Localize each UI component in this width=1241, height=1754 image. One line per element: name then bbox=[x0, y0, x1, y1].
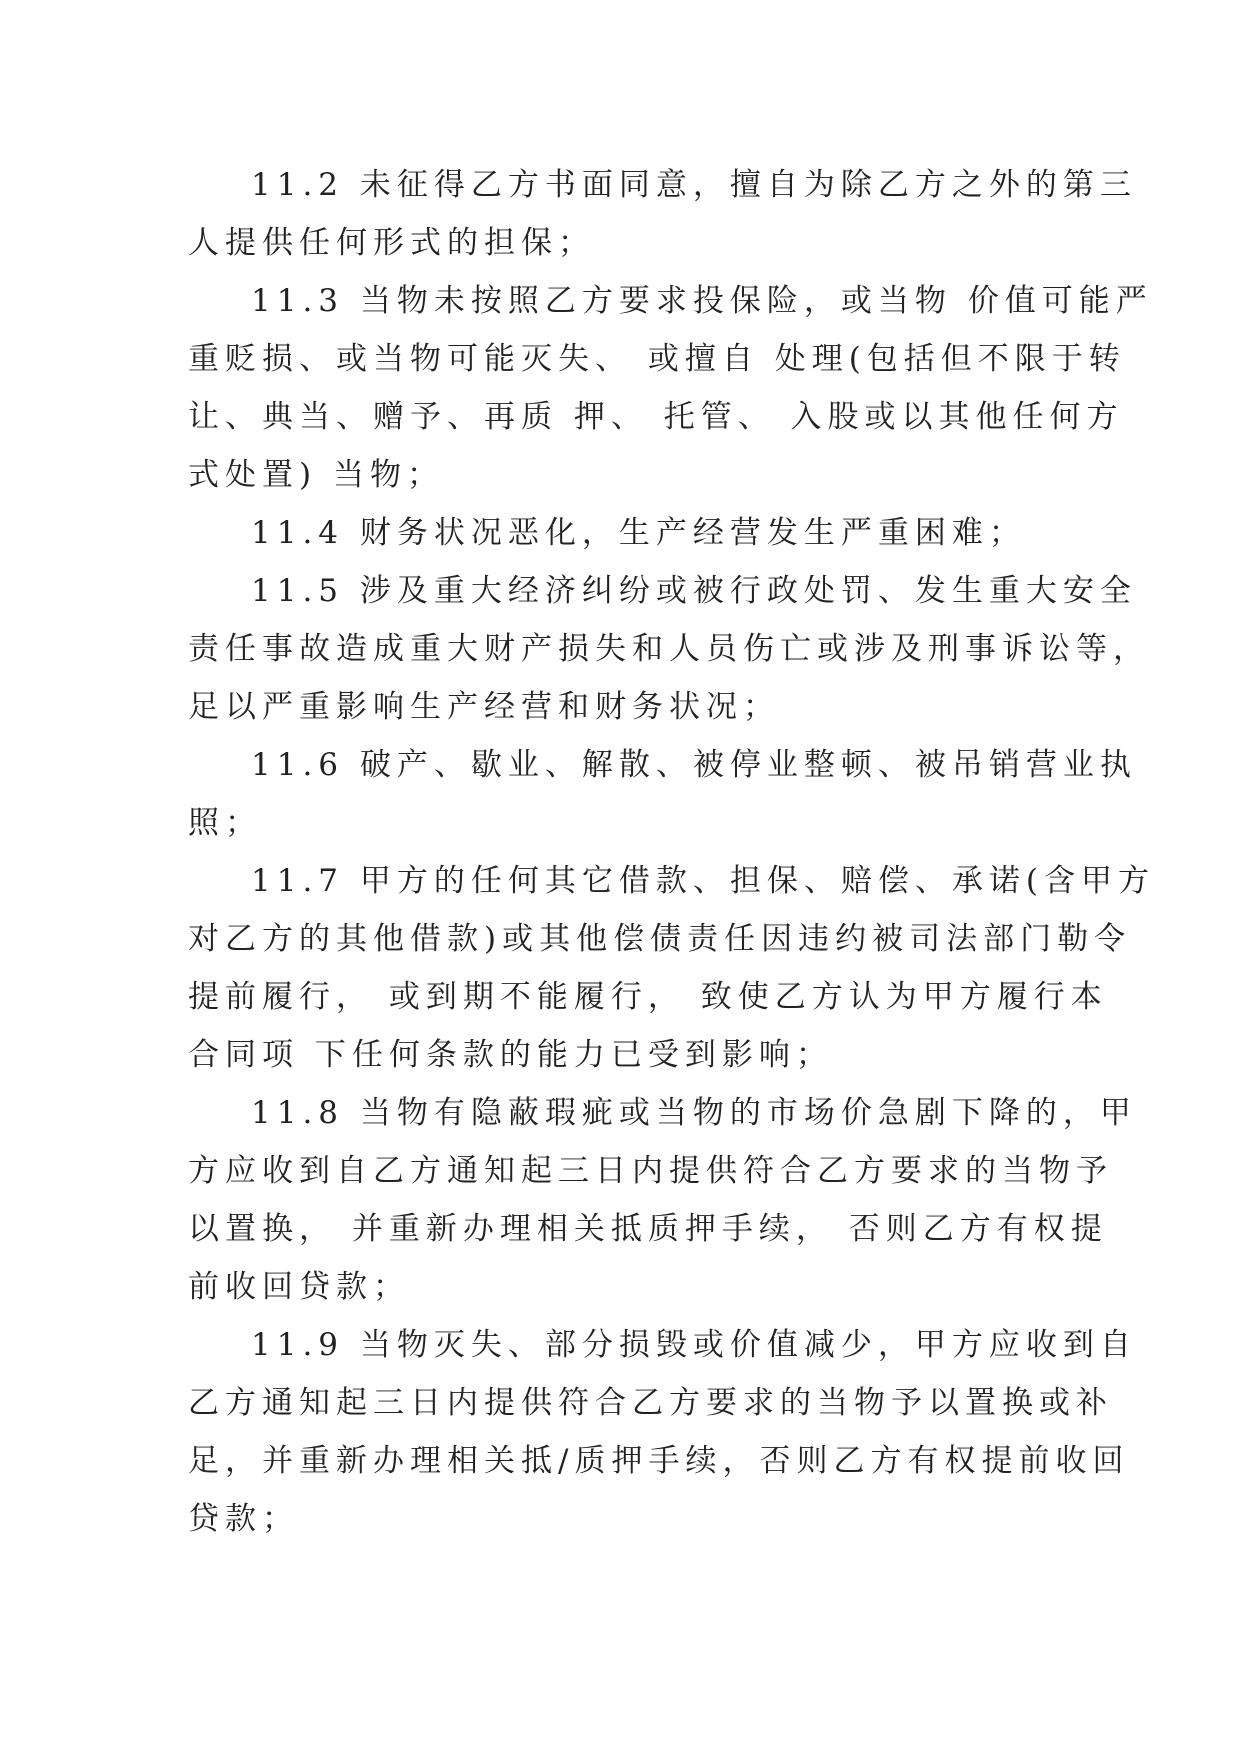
clause-line: 11.4 财务状况恶化，生产经营发生严重困难； bbox=[251, 515, 1026, 551]
clause-line: 11.9 当物灭失、部分损毁或价值减少，甲方应收到自 bbox=[251, 1327, 1137, 1363]
clause-paragraph bbox=[188, 504, 1068, 562]
clause-line: 人提供任何形式的担保； bbox=[188, 225, 595, 261]
clause-paragraph bbox=[188, 1084, 1137, 1316]
clause-line: 11.3 当物未按照乙方要求投保险，或当物 价值可能严 bbox=[251, 283, 1153, 319]
clause-line: 让、典当、赠予、再质 押、 托管、 入股或以其他任何方 bbox=[188, 399, 1124, 435]
clause-line: 11.5 涉及重大经济纠纷或被行政处罚、发生重大安全 bbox=[251, 573, 1137, 609]
clause-line: 11.6 破产、歇业、解散、被停业整顿、被吊销营业执 bbox=[251, 747, 1137, 783]
clause-line: 责任事故造成重大财产损失和人员伤亡或涉及刑事诉讼等， bbox=[188, 631, 1150, 667]
clause-paragraph bbox=[188, 736, 1137, 852]
clause-line: 乙方通知起三日内提供符合乙方要求的当物予以置换或补 bbox=[188, 1385, 1113, 1421]
clause-line: 方应收到自乙方通知起三日内提供符合乙方要求的当物予 bbox=[188, 1153, 1113, 1189]
clause-line: 足以严重影响生产经营和财务状况； bbox=[188, 689, 780, 725]
clause-paragraph bbox=[188, 272, 1153, 504]
clause-line: 11.8 当物有隐蔽瑕疵或当物的市场价急剧下降的，甲 bbox=[251, 1095, 1137, 1131]
clause-line: 足，并重新办理相关抵/质押手续，否则乙方有权提前收回 bbox=[188, 1443, 1130, 1479]
clause-line: 提前履行， 或到期不能履行， 致使乙方认为甲方履行本 bbox=[188, 979, 1108, 1015]
clause-paragraph bbox=[188, 1316, 1137, 1548]
clause-line: 11.7 甲方的任何其它借款、担保、赔偿、承诺(含甲方 bbox=[251, 863, 1155, 899]
clause-paragraph bbox=[188, 562, 1150, 736]
clause-line: 前收回贷款； bbox=[188, 1269, 410, 1305]
clause-line: 重贬损、或当物可能灭失、 或擅自 处理(包括但不限于转 bbox=[188, 341, 1126, 377]
clause-line: 以置换， 并重新办理相关抵质押手续， 否则乙方有权提 bbox=[188, 1211, 1108, 1247]
clause-line: 11.2 未征得乙方书面同意，擅自为除乙方之外的第三 bbox=[251, 167, 1137, 203]
clause-paragraph bbox=[188, 156, 1137, 272]
clause-line: 贷款； bbox=[188, 1501, 299, 1537]
document-body bbox=[188, 156, 1155, 1548]
clause-line: 对乙方的其他借款)或其他偿债责任因违约被司法部门勒令 bbox=[188, 921, 1132, 957]
clause-line: 合同项 下任何条款的能力已受到影响； bbox=[188, 1037, 833, 1073]
clause-line: 照； bbox=[188, 805, 262, 841]
clause-line: 式处置) 当物； bbox=[188, 457, 444, 493]
clause-paragraph bbox=[188, 852, 1155, 1084]
